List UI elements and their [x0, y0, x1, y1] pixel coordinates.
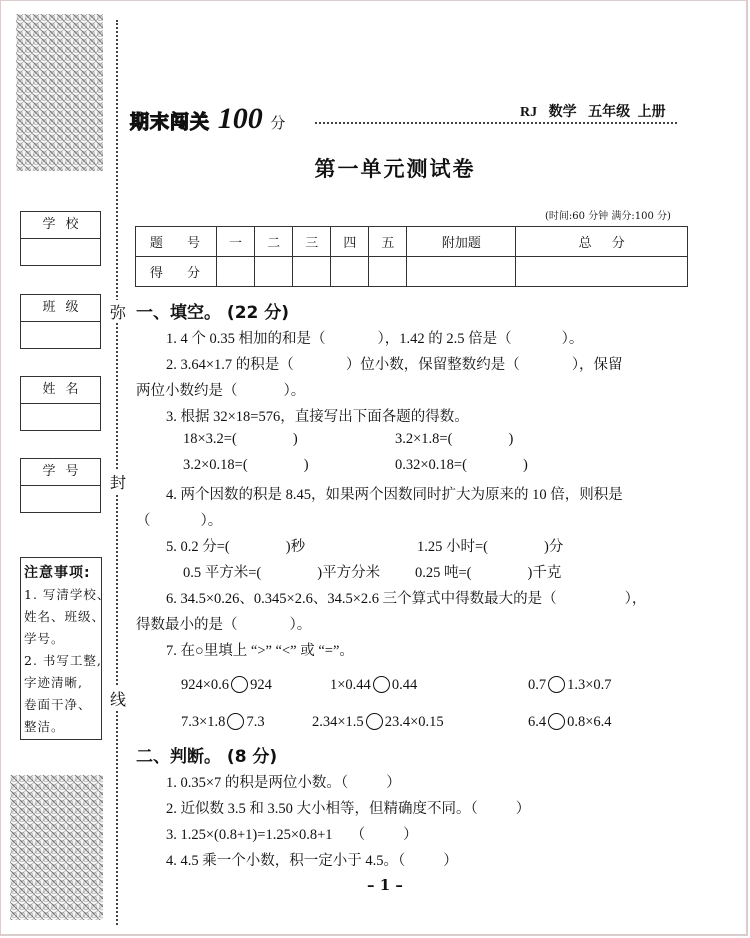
q-text: 2. 3.64×1.7 的积是（	[166, 357, 294, 373]
q-text: )平方分米	[317, 565, 381, 581]
compare-circle[interactable]	[366, 713, 383, 730]
q-text: 1. 4 个 0.35 相加的和是（	[166, 331, 326, 347]
q-text: )秒	[285, 539, 306, 555]
score-header-cell: 二	[255, 227, 293, 257]
question-1-4-cont	[136, 509, 222, 530]
calc-item	[183, 431, 298, 448]
question-1-6-cont	[136, 613, 311, 634]
compare-circle[interactable]	[227, 713, 244, 730]
conversion-item	[166, 535, 305, 556]
q-text: 7.3	[246, 714, 265, 730]
calc-item	[395, 457, 528, 474]
section-2-heading: 二、判断。 (8 分)	[136, 747, 278, 767]
q-text: ）。	[289, 617, 312, 633]
q-text: ），	[624, 591, 647, 607]
q-text: 23.4×0.15	[384, 714, 444, 730]
question-1-2	[166, 353, 623, 374]
judge-item	[166, 849, 458, 870]
student-id-label: 学号	[21, 459, 100, 486]
question-1-3: 3. 根据 32×18=576，直接写出下面各题的得数。	[166, 409, 469, 425]
score-header-cell: 四	[331, 227, 369, 257]
name-label: 姓名	[21, 377, 100, 404]
compare-item	[528, 713, 612, 731]
q-text: 0.25 吨=(	[415, 565, 472, 581]
score-header-cell: 五	[369, 227, 407, 257]
page-title: 第一单元测试卷	[314, 156, 476, 181]
q-text: 924	[250, 677, 272, 693]
class-label: 班级	[21, 295, 100, 322]
q-text: 6. 34.5×0.26、0.345×2.6、34.5×2.6 三个算式中得数最大的是（	[166, 591, 557, 607]
q-text: ）	[515, 801, 531, 817]
brand-unit: 分	[270, 114, 286, 132]
q-text: 1. 0.35×7 的积是两位小数。（	[166, 775, 349, 791]
q-text: ）	[386, 775, 401, 791]
q-text: 0.7	[528, 677, 547, 693]
notes-line: 2. 书写工整,	[24, 653, 102, 668]
compare-item	[312, 713, 444, 731]
q-text: ），1.42 的 2.5 倍是（	[377, 331, 512, 347]
q-text: ）。	[561, 331, 584, 347]
notes-line: 卷面干净、	[24, 697, 92, 712]
q-text: ）。	[283, 383, 306, 399]
conversion-item	[415, 561, 561, 582]
volume: 上册	[637, 105, 666, 120]
q-text: 得数最小的是（	[136, 617, 238, 633]
compare-item	[181, 676, 272, 694]
score-header-cell: 题 号	[136, 227, 217, 257]
q-text: )	[522, 457, 528, 473]
question-1-4: 4. 两个因数的积是 8.45，如果两个因数同时扩大为原来的 10 倍，则积是	[166, 487, 623, 503]
q-text: 0.32×0.18=(	[395, 457, 467, 473]
notes-line: 姓名、班级、	[24, 609, 106, 624]
question-1-6	[166, 587, 646, 608]
compare-circle[interactable]	[373, 676, 390, 693]
q-text: 3.2×0.18=(	[183, 457, 248, 473]
q-text: （	[136, 513, 151, 529]
q-text: 1.25 小时=(	[417, 539, 489, 555]
compare-circle[interactable]	[231, 676, 248, 693]
compare-circle[interactable]	[548, 676, 565, 693]
seal-mark-feng: 封	[108, 470, 128, 493]
q-text: 3. 1.25×(0.8+1)=1.25×0.8+1 （	[166, 827, 366, 843]
compare-item	[330, 676, 417, 694]
q-text: )	[303, 457, 309, 473]
q-text: 4. 4.5 乘一个小数，积一定小于 4.5。（	[166, 853, 406, 869]
q-text: ）	[403, 827, 418, 843]
q-text: 1.3×0.7	[567, 677, 612, 693]
judge-item	[166, 771, 401, 792]
q-text: )千克	[527, 565, 562, 581]
calc-item	[183, 457, 309, 474]
calc-item	[395, 431, 513, 448]
q-text: 0.5 平方米=(	[183, 565, 262, 581]
q-text: 3.2×1.8=(	[395, 431, 453, 447]
q-text: 924×0.6	[181, 677, 230, 693]
grade: 五年级	[588, 105, 631, 120]
score-row-label: 得 分	[136, 257, 217, 287]
brand-number: 100	[217, 102, 263, 135]
school-label: 学校	[21, 212, 100, 239]
notes-line: 整洁。	[24, 719, 65, 734]
q-text: 7.3×1.8	[181, 714, 226, 730]
notes-line: 字迹清晰,	[24, 675, 83, 690]
q-text: ）	[443, 853, 458, 869]
time-score-note: (时间:60 分钟 满分:100 分)	[545, 211, 671, 222]
q-text: ）位小数，保留整数约是（	[345, 357, 520, 373]
q-text: ），保留	[571, 357, 623, 373]
q-text: )分	[544, 539, 564, 555]
q-text: 2.34×1.5	[312, 714, 364, 730]
q-text: 18×3.2=(	[183, 431, 237, 447]
compare-circle[interactable]	[548, 713, 565, 730]
seal-mark-mi: 弥	[108, 300, 128, 323]
q-text: ）。	[200, 513, 223, 529]
notes-line: 1. 写清学校、	[24, 587, 111, 602]
q-text: )	[292, 431, 298, 447]
section-1-heading: 一、填空。 (22 分)	[136, 303, 290, 323]
q-text: 0.44	[391, 677, 418, 693]
subject: 数学	[548, 105, 577, 120]
q-text: 0.8×6.4	[567, 714, 612, 730]
notes-title: 注意事项:	[24, 565, 91, 581]
q-text: 6.4	[528, 714, 547, 730]
compare-item	[528, 676, 612, 694]
notes-line: 学号。	[24, 631, 65, 646]
edition: RJ	[520, 105, 538, 120]
compare-item	[181, 713, 265, 731]
q-text: 两位小数约是（	[136, 383, 238, 399]
q-text: 1×0.44	[330, 677, 371, 693]
conversion-item	[417, 535, 563, 556]
seal-mark-xian: 线	[108, 687, 128, 710]
conversion-item	[183, 561, 380, 582]
q-text: 2. 近似数 3.5 和 3.50 大小相等，但精确度不同。（	[166, 801, 478, 817]
q-text: 5. 0.2 分=(	[166, 539, 230, 555]
q-text: )	[508, 431, 514, 447]
score-header-cell: 一	[217, 227, 255, 257]
page-number: – 1 –	[367, 876, 403, 894]
judge-item	[166, 797, 530, 818]
brand-name: 期末闯关	[130, 111, 211, 133]
judge-item	[166, 823, 418, 844]
score-header-cell: 总 分	[516, 227, 688, 257]
score-header-cell: 三	[293, 227, 331, 257]
question-1-2-cont	[136, 379, 305, 400]
question-1-7: 7. 在○里填上 “>” “<” 或 “=”。	[166, 643, 354, 659]
question-1-1	[166, 327, 583, 348]
score-header-cell: 附加题	[407, 227, 516, 257]
